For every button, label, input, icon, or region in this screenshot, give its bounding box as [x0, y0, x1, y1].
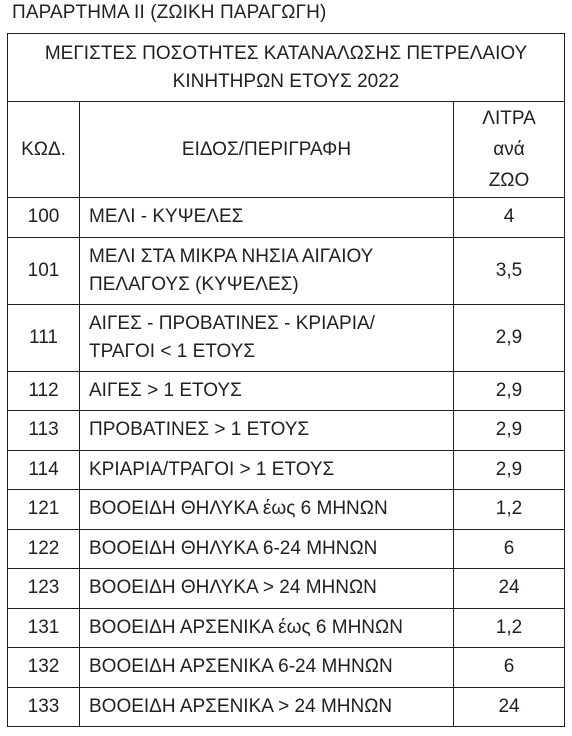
row-description	[80, 648, 454, 688]
column-header-code: ΚΩΔ.	[8, 102, 80, 198]
row-description-line-1: ΠΡΟΒΑΤΙΝΕΣ > 1 ΕΤΟΥΣ	[89, 419, 310, 441]
table-row	[8, 450, 565, 490]
row-litres: 1,2	[454, 608, 565, 648]
row-litres: 2,9	[454, 371, 565, 411]
row-code: 123	[8, 569, 80, 609]
row-code: 114	[8, 450, 80, 490]
table-title-line-2: ΚΙΝΗΤΗΡΩΝ ΕΤΟΥΣ 2022	[172, 70, 400, 92]
row-litres: 6	[454, 648, 565, 688]
table-row	[8, 687, 565, 727]
table-row	[8, 304, 565, 371]
annex-heading: ΠΑΡΑΡΤΗΜΑ II (ΖΩΙΚΗ ΠΑΡΑΓΩΓΗ)	[12, 2, 327, 23]
row-description	[80, 304, 454, 371]
row-description	[80, 569, 454, 609]
column-header-row	[8, 102, 565, 198]
row-description-line-1: ΒΟΟΕΙΔΗ ΘΗΛΥΚΑ 6-24 ΜΗΝΩΝ	[89, 537, 378, 559]
row-description-line-1: ΜΕΛΙ - ΚΥΨΕΛΕΣ	[89, 206, 244, 228]
table-row	[8, 569, 565, 609]
row-description-line-1: ΒΟΟΕΙΔΗ ΘΗΛΥΚΑ > 24 ΜΗΝΩΝ	[89, 577, 377, 599]
table-row	[8, 529, 565, 569]
table-row	[8, 411, 565, 451]
table-title	[8, 34, 565, 102]
table-title-row	[8, 34, 565, 102]
row-description	[80, 450, 454, 490]
row-code: 100	[8, 198, 80, 238]
table-title-line-1: ΜΕΓΙΣΤΕΣ ΠΟΣΟΤΗΤΕΣ ΚΑΤΑΝΑΛΩΣΗΣ ΠΕΤΡΕΛΑΙΟΥ	[44, 42, 528, 64]
row-litres: 2,9	[454, 304, 565, 371]
row-description-line-1: ΑΙΓΕΣ > 1 ΕΤΟΥΣ	[89, 379, 242, 401]
row-code: 122	[8, 529, 80, 569]
row-description	[80, 687, 454, 727]
row-description	[80, 529, 454, 569]
row-code: 121	[8, 490, 80, 530]
column-header-litres-line-3: ΖΩΟ	[488, 170, 530, 191]
row-litres: 24	[454, 569, 565, 609]
table-row	[8, 490, 565, 530]
row-code: 132	[8, 648, 80, 688]
row-litres: 3,5	[454, 237, 565, 304]
row-litres: 4	[454, 198, 565, 238]
row-code: 111	[8, 304, 80, 371]
row-description-line-2: ΠΕΛΑΓΟΥΣ (ΚΥΨΕΛΕΣ)	[89, 273, 299, 295]
row-litres: 24	[454, 687, 565, 727]
row-code: 131	[8, 608, 80, 648]
row-description-line-1: ΒΟΟΕΙΔΗ ΘΗΛΥΚΑ έως 6 ΜΗΝΩΝ	[89, 498, 388, 520]
row-description	[80, 411, 454, 451]
table-body	[8, 198, 565, 727]
row-description	[80, 371, 454, 411]
row-description-line-1: ΜΕΛΙ ΣΤΑ ΜΙΚΡΑ ΝΗΣΙΑ ΑΙΓΑΙΟΥ	[89, 245, 374, 267]
fuel-quota-table	[7, 33, 565, 727]
row-litres: 6	[454, 529, 565, 569]
row-code: 101	[8, 237, 80, 304]
row-description-line-1: ΚΡΙΑΡΙΑ/ΤΡΑΓΟΙ > 1 ΕΤΟΥΣ	[89, 458, 335, 480]
row-description-line-1: ΑΙΓΕΣ - ΠΡΟΒΑΤΙΝΕΣ - ΚΡΙΑΡΙΑ/	[89, 312, 375, 334]
column-header-litres-line-1: ΛΙΤΡΑ	[482, 108, 536, 129]
row-description	[80, 198, 454, 238]
row-code: 133	[8, 687, 80, 727]
row-description-line-1: ΒΟΟΕΙΔΗ ΑΡΣΕΝΙΚΑ > 24 ΜΗΝΩΝ	[89, 695, 393, 717]
row-description	[80, 490, 454, 530]
table-row	[8, 608, 565, 648]
row-description	[80, 608, 454, 648]
row-litres: 2,9	[454, 450, 565, 490]
column-header-litres	[454, 102, 565, 198]
row-litres: 1,2	[454, 490, 565, 530]
row-description-line-1: ΒΟΟΕΙΔΗ ΑΡΣΕΝΙΚΑ 6-24 ΜΗΝΩΝ	[89, 656, 393, 678]
row-code: 112	[8, 371, 80, 411]
table-row	[8, 237, 565, 304]
row-description	[80, 237, 454, 304]
row-description-line-1: ΒΟΟΕΙΔΗ ΑΡΣΕΝΙΚΑ έως 6 ΜΗΝΩΝ	[89, 616, 403, 638]
table-row	[8, 198, 565, 238]
table-row	[8, 371, 565, 411]
column-header-description: ΕΙΔΟΣ/ΠΕΡΙΓΡΑΦΗ	[80, 102, 454, 198]
row-code: 113	[8, 411, 80, 451]
row-description-line-2: ΤΡΑΓΟΙ < 1 ΕΤΟΥΣ	[89, 340, 256, 362]
table-row	[8, 648, 565, 688]
column-header-litres-line-2: ανά	[493, 139, 525, 160]
row-litres: 2,9	[454, 411, 565, 451]
